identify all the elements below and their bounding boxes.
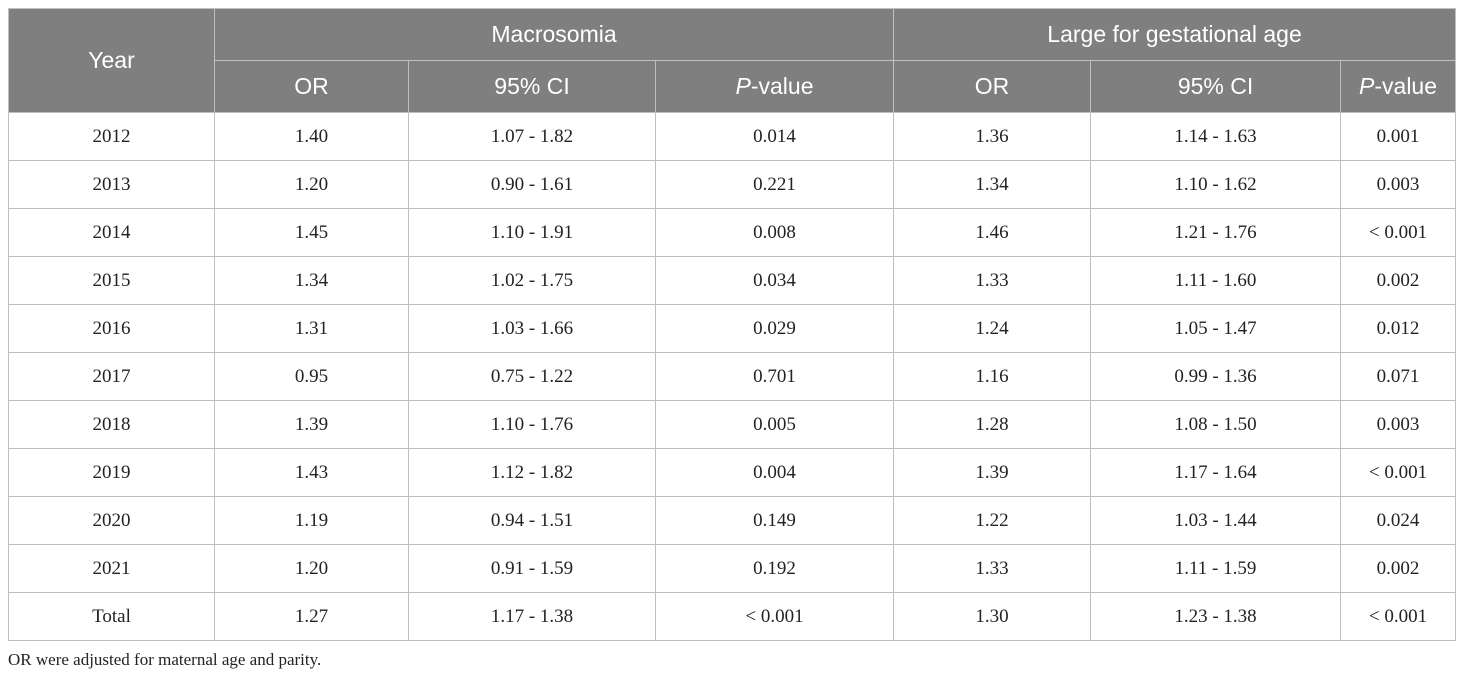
p-rest: -value <box>1374 73 1438 99</box>
cell-lga-ci: 1.17 - 1.64 <box>1091 449 1341 497</box>
cell-macrosomia-p: < 0.001 <box>656 593 894 641</box>
cell-macrosomia-ci: 1.10 - 1.76 <box>409 401 656 449</box>
cell-lga-ci: 1.03 - 1.44 <box>1091 497 1341 545</box>
cell-lga-or: 1.16 <box>894 353 1091 401</box>
cell-macrosomia-p: 0.029 <box>656 305 894 353</box>
cell-macrosomia-ci: 1.07 - 1.82 <box>409 113 656 161</box>
header-lga-p <box>1341 61 1456 113</box>
cell-lga-or: 1.34 <box>894 161 1091 209</box>
cell-lga-p: 0.003 <box>1341 161 1456 209</box>
cell-year: 2016 <box>9 305 215 353</box>
cell-lga-ci: 0.99 - 1.36 <box>1091 353 1341 401</box>
cell-lga-or: 1.39 <box>894 449 1091 497</box>
cell-macrosomia-ci: 1.10 - 1.91 <box>409 209 656 257</box>
cell-lga-p: 0.001 <box>1341 113 1456 161</box>
cell-macrosomia-or: 1.20 <box>215 545 409 593</box>
cell-lga-ci: 1.14 - 1.63 <box>1091 113 1341 161</box>
cell-macrosomia-p: 0.014 <box>656 113 894 161</box>
header-lga-ci: 95% CI <box>1091 61 1341 113</box>
cell-macrosomia-or: 1.20 <box>215 161 409 209</box>
header-row-columns <box>9 61 1456 113</box>
cell-macrosomia-p: 0.701 <box>656 353 894 401</box>
cell-lga-p: < 0.001 <box>1341 449 1456 497</box>
cell-macrosomia-ci: 0.91 - 1.59 <box>409 545 656 593</box>
cell-year: 2012 <box>9 113 215 161</box>
cell-year: 2018 <box>9 401 215 449</box>
cell-lga-ci: 1.11 - 1.59 <box>1091 545 1341 593</box>
header-mac-ci: 95% CI <box>409 61 656 113</box>
cell-macrosomia-ci: 1.17 - 1.38 <box>409 593 656 641</box>
header-mac-p <box>656 61 894 113</box>
cell-macrosomia-p: 0.004 <box>656 449 894 497</box>
cell-lga-ci: 1.08 - 1.50 <box>1091 401 1341 449</box>
cell-year: 2020 <box>9 497 215 545</box>
cell-lga-ci: 1.10 - 1.62 <box>1091 161 1341 209</box>
header-year: Year <box>9 9 215 113</box>
cell-lga-or: 1.46 <box>894 209 1091 257</box>
table-body <box>9 113 1456 641</box>
cell-macrosomia-or: 1.45 <box>215 209 409 257</box>
table-header <box>9 9 1456 113</box>
cell-macrosomia-or: 0.95 <box>215 353 409 401</box>
cell-lga-or: 1.33 <box>894 257 1091 305</box>
cell-year: 2015 <box>9 257 215 305</box>
table-row <box>9 353 1456 401</box>
cell-year: 2021 <box>9 545 215 593</box>
cell-lga-p: 0.012 <box>1341 305 1456 353</box>
cell-lga-p: 0.002 <box>1341 545 1456 593</box>
p-italic: P <box>735 73 751 99</box>
cell-lga-p: 0.003 <box>1341 401 1456 449</box>
header-lga-or: OR <box>894 61 1091 113</box>
header-mac-or: OR <box>215 61 409 113</box>
cell-lga-or: 1.33 <box>894 545 1091 593</box>
table-row <box>9 593 1456 641</box>
header-group-macrosomia: Macrosomia <box>215 9 894 61</box>
cell-lga-p: 0.024 <box>1341 497 1456 545</box>
cell-macrosomia-or: 1.34 <box>215 257 409 305</box>
cell-macrosomia-p: 0.221 <box>656 161 894 209</box>
cell-macrosomia-or: 1.27 <box>215 593 409 641</box>
header-row-groups <box>9 9 1456 61</box>
cell-macrosomia-or: 1.39 <box>215 401 409 449</box>
cell-lga-ci: 1.11 - 1.60 <box>1091 257 1341 305</box>
table-row <box>9 305 1456 353</box>
cell-macrosomia-or: 1.31 <box>215 305 409 353</box>
table-row <box>9 257 1456 305</box>
cell-year: 2017 <box>9 353 215 401</box>
p-rest: -value <box>750 73 814 99</box>
cell-macrosomia-p: 0.005 <box>656 401 894 449</box>
cell-lga-p: < 0.001 <box>1341 209 1456 257</box>
table-footnote: OR were adjusted for maternal age and parity. <box>8 650 322 669</box>
cell-macrosomia-ci: 1.12 - 1.82 <box>409 449 656 497</box>
cell-macrosomia-ci: 0.75 - 1.22 <box>409 353 656 401</box>
cell-lga-ci: 1.21 - 1.76 <box>1091 209 1341 257</box>
table-row <box>9 545 1456 593</box>
p-italic: P <box>1359 73 1375 99</box>
cell-year: 2014 <box>9 209 215 257</box>
cell-macrosomia-ci: 1.02 - 1.75 <box>409 257 656 305</box>
cell-macrosomia-p: 0.192 <box>656 545 894 593</box>
results-table-container <box>8 8 1455 641</box>
cell-year: 2013 <box>9 161 215 209</box>
cell-lga-or: 1.22 <box>894 497 1091 545</box>
cell-macrosomia-or: 1.40 <box>215 113 409 161</box>
cell-macrosomia-ci: 1.03 - 1.66 <box>409 305 656 353</box>
cell-macrosomia-or: 1.19 <box>215 497 409 545</box>
cell-lga-or: 1.30 <box>894 593 1091 641</box>
cell-lga-ci: 1.05 - 1.47 <box>1091 305 1341 353</box>
cell-macrosomia-ci: 0.90 - 1.61 <box>409 161 656 209</box>
table-row <box>9 401 1456 449</box>
cell-lga-p: < 0.001 <box>1341 593 1456 641</box>
cell-lga-ci: 1.23 - 1.38 <box>1091 593 1341 641</box>
cell-macrosomia-or: 1.43 <box>215 449 409 497</box>
table-row <box>9 449 1456 497</box>
header-group-lga: Large for gestational age <box>894 9 1456 61</box>
cell-lga-or: 1.36 <box>894 113 1091 161</box>
table-row <box>9 161 1456 209</box>
table-row <box>9 113 1456 161</box>
cell-macrosomia-p: 0.008 <box>656 209 894 257</box>
cell-year: Total <box>9 593 215 641</box>
cell-lga-p: 0.002 <box>1341 257 1456 305</box>
cell-lga-or: 1.28 <box>894 401 1091 449</box>
table-row <box>9 497 1456 545</box>
cell-macrosomia-p: 0.034 <box>656 257 894 305</box>
cell-lga-p: 0.071 <box>1341 353 1456 401</box>
cell-year: 2019 <box>9 449 215 497</box>
table-row <box>9 209 1456 257</box>
cell-macrosomia-ci: 0.94 - 1.51 <box>409 497 656 545</box>
odds-ratio-table <box>8 8 1456 641</box>
cell-lga-or: 1.24 <box>894 305 1091 353</box>
cell-macrosomia-p: 0.149 <box>656 497 894 545</box>
